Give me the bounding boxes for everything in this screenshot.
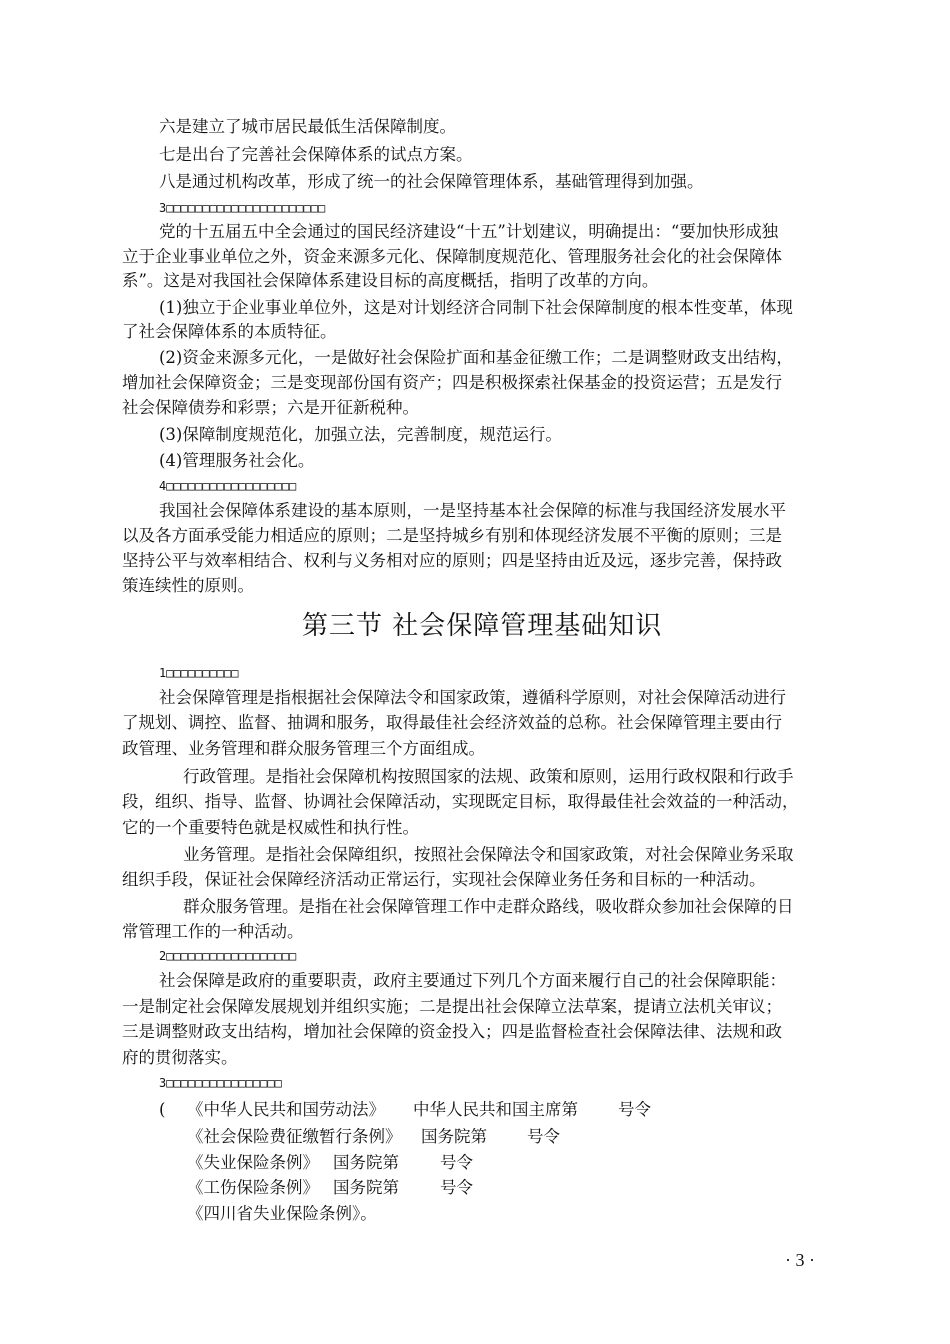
ref-issuer: 国务院第 — [333, 1178, 399, 1197]
text-line: 立于企业事业单位之外，资金来源多元化、保障制度规范化、管理服务社会化的社会保障体 — [122, 247, 782, 266]
text-line: 它的一个重要特色就是权威性和执行性。 — [122, 818, 419, 837]
text-line: 我国社会保障体系建设的基本原则，一是坚持基本社会保障的标准与我国经济发展水平 — [159, 501, 786, 520]
section-heading-garbled: 4□□□□□□□□□□□□□□□□□□ — [159, 479, 297, 493]
section-heading-garbled: 3□□□□□□□□□□□□□□□□□□□□□□ — [159, 201, 326, 215]
text-line: 社会保障债券和彩票；六是开征新税种。 — [122, 398, 419, 417]
text-line: 社会保障管理是指根据社会保障法令和国家政策，遵循科学原则，对社会保障活动进行 — [159, 688, 786, 707]
text-line: 社会保障是政府的重要职责，政府主要通过下列几个方面来履行自己的社会保障职能： — [159, 971, 786, 990]
text-line: 府的贯彻落实。 — [122, 1048, 238, 1067]
text-line: 三是调整财政支出结构，增加社会保障的资金投入；四是监督检查社会保障法律、法规和政 — [122, 1022, 782, 1041]
text-line: (4)管理服务社会化。 — [159, 451, 315, 470]
text-line: 业务管理。是指社会保障组织，按照社会保障法令和国家政策，对社会保障业务采取 — [183, 845, 794, 864]
text-line: 七是出台了完善社会保障体系的试点方案。 — [159, 145, 473, 164]
text-line: 以及各方面承受能力相适应的原则；二是坚持城乡有别和体现经济发展不平衡的原则；三是 — [122, 526, 782, 545]
ref-suffix: 号令 — [618, 1100, 651, 1119]
reference-item — [159, 1100, 651, 1120]
text-line: 了社会保障体系的本质特征。 — [122, 322, 337, 341]
text-line: 系”。这是对我国社会保障体系建设目标的高度概括，指明了改革的方向。 — [122, 271, 659, 290]
ref-name: 《社会保险费征缴暂行条例》 — [187, 1127, 402, 1146]
text-line: 群众服务管理。是指在社会保障管理工作中走群众路线，吸收群众参加社会保障的日 — [183, 897, 794, 916]
ref-issuer: 国务院第 — [333, 1153, 399, 1172]
section-heading-garbled: 3□□□□□□□□□□□□□□□□ — [159, 1076, 282, 1090]
ref-issuer: 国务院第 — [421, 1127, 487, 1146]
text-line: 了规划、调控、监督、抽调和服务，取得最佳社会经济效益的总称。社会保障管理主要由行 — [122, 713, 782, 732]
text-line: 策连续性的原则。 — [122, 576, 254, 595]
ref-issuer: 中华人民共和国主席第 — [413, 1100, 578, 1119]
page-number: · 3 · — [785, 1250, 815, 1270]
section-heading-garbled: 1□□□□□□□□□□ — [159, 666, 239, 680]
text-line: (1)独立于企业事业单位外，这是对计划经济合同制下社会保障制度的根本性变革，体现 — [159, 298, 793, 317]
section-heading-garbled: 2□□□□□□□□□□□□□□□□□□ — [159, 949, 297, 963]
text-line: 坚持公平与效率相结合、权利与义务相对应的原则；四是坚持由近及远，逐步完善，保持政 — [122, 551, 782, 570]
ref-name: 《失业保险条例》 — [187, 1153, 319, 1172]
section-title: 第三节 社会保障管理基础知识 — [302, 611, 663, 641]
reference-item — [187, 1178, 473, 1198]
text-line: 增加社会保障资金；三是变现部份国有资产；四是积极探索社保基金的投资运营；五是发行 — [122, 373, 782, 392]
reference-item — [187, 1204, 377, 1224]
text-line: 行政管理。是指社会保障机构按照国家的法规、政策和原则，运用行政权限和行政手 — [183, 767, 794, 786]
reference-item — [187, 1127, 560, 1147]
ref-name: 《四川省失业保险条例》。 — [187, 1204, 377, 1223]
text-line: 党的十五届五中全会通过的国民经济建设“十五”计划建议，明确提出：“要加快形成独 — [159, 222, 779, 241]
ref-suffix: 号令 — [440, 1153, 473, 1172]
reference-item — [187, 1153, 473, 1173]
text-line: 常管理工作的一种活动。 — [122, 922, 304, 941]
text-line: 组织手段，保证社会保障经济活动正常运行，实现社会保障业务任务和目标的一种活动。 — [122, 870, 766, 889]
text-line: 段，组织、指导、监督、协调社会保障活动，实现既定目标，取得最佳社会效益的一种活动， — [122, 792, 799, 811]
ref-name: 《工伤保险条例》 — [187, 1178, 319, 1197]
ref-suffix: 号令 — [440, 1178, 473, 1197]
ref-suffix: 号令 — [527, 1127, 560, 1146]
text-line: (2)资金来源多元化，一是做好社会保险扩面和基金征缴工作；二是调整财政支出结构， — [159, 348, 793, 367]
text-line: 政管理、业务管理和群众服务管理三个方面组成。 — [122, 739, 485, 758]
ref-prefix: ( — [159, 1100, 166, 1119]
ref-name: 《中华人民共和国劳动法》 — [187, 1100, 385, 1119]
text-line: 八是通过机构改革，形成了统一的社会保障管理体系，基础管理得到加强。 — [159, 172, 704, 191]
text-line: 一是制定社会保障发展规划并组织实施；二是提出社会保障立法草案，提请立法机关审议； — [122, 997, 782, 1016]
text-line: 六是建立了城市居民最低生活保障制度。 — [159, 117, 456, 136]
text-line: (3)保障制度规范化，加强立法，完善制度，规范运行。 — [159, 425, 562, 444]
